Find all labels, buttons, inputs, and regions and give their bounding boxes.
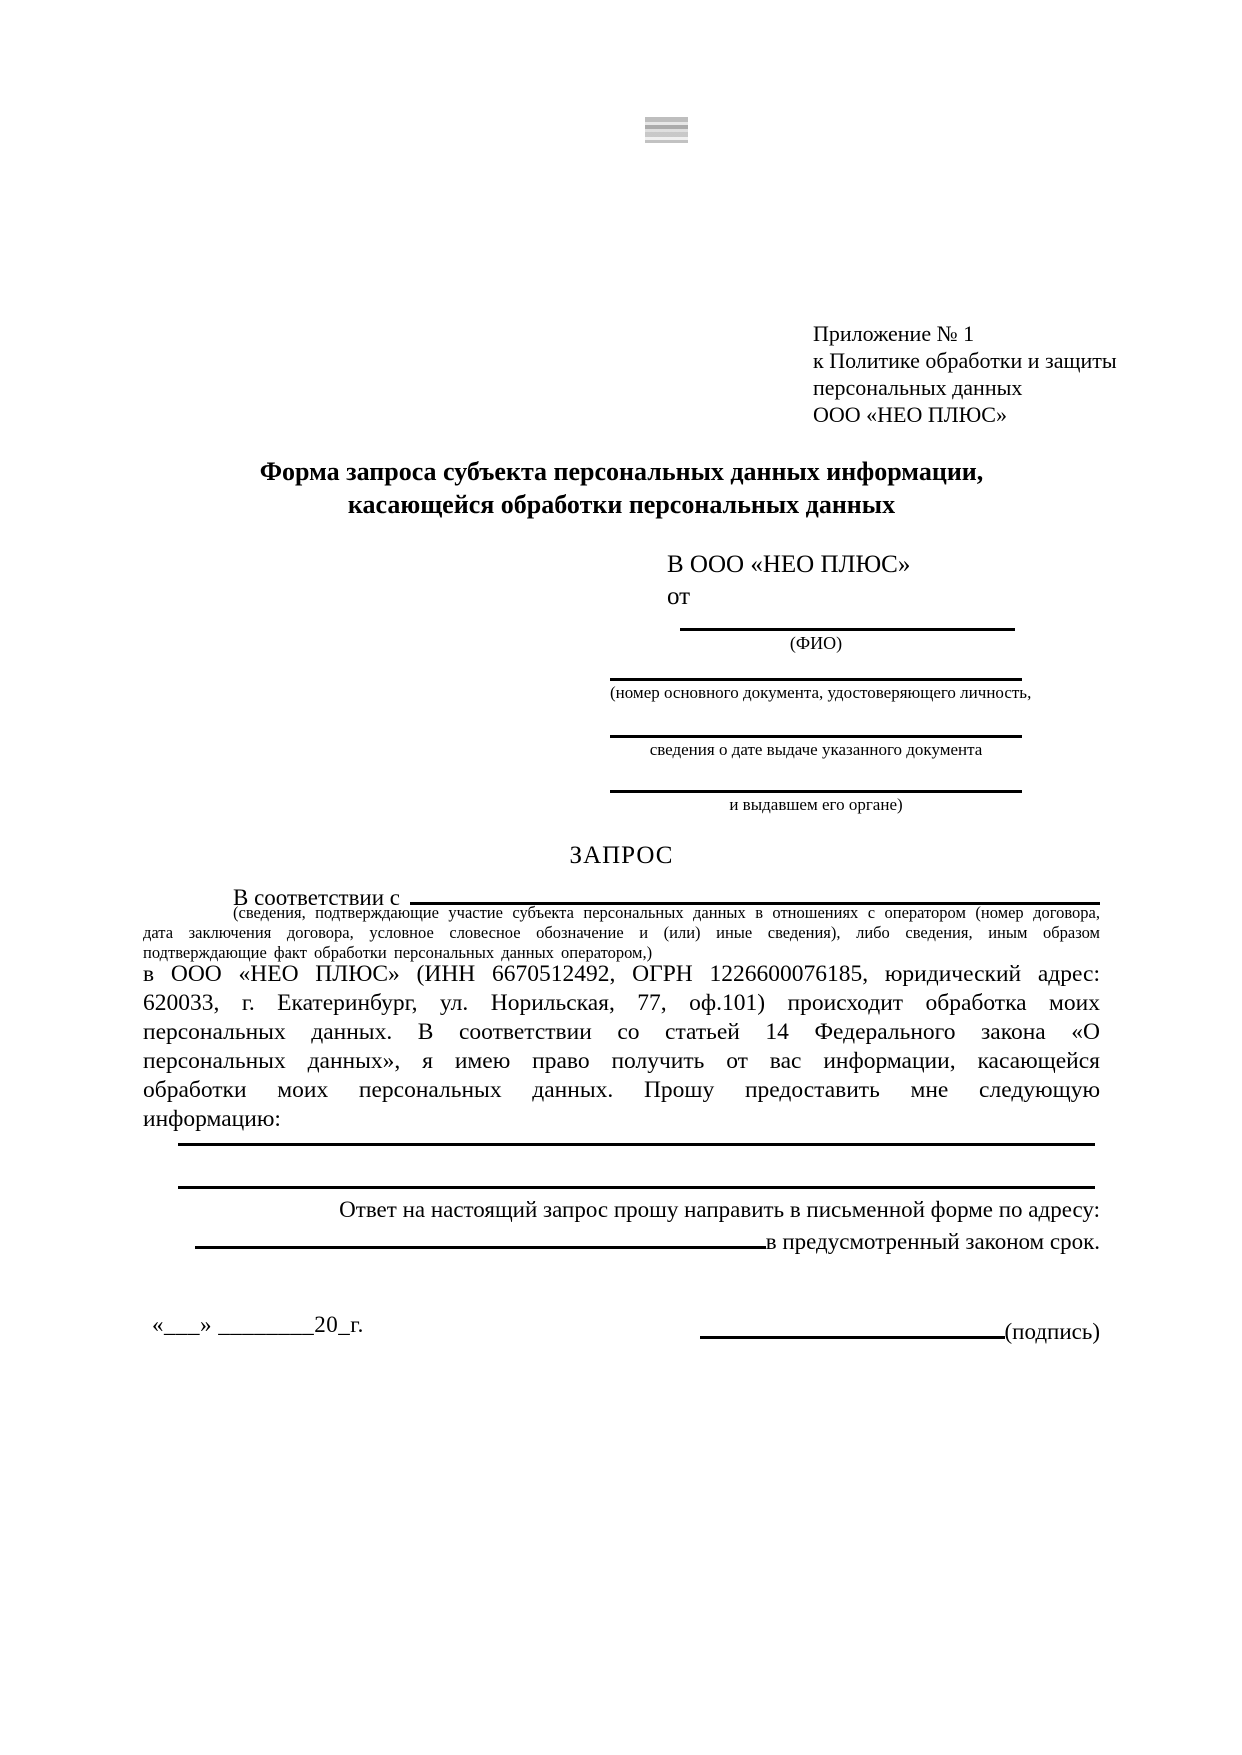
- embedded-thumbnail-image: [645, 117, 688, 143]
- document-number-blank-line: [610, 654, 1022, 681]
- address-blank-line: [195, 1222, 766, 1249]
- answer-tail-row: [195, 1222, 1100, 1256]
- document-title: [143, 455, 1100, 521]
- signature-group: [700, 1310, 1100, 1347]
- fio-blank-line: [680, 612, 1015, 631]
- appendix-line: к Политике обработки и защиты: [813, 348, 1117, 373]
- signature-caption: (подпись): [1004, 1319, 1100, 1344]
- appendix-line: персональных данных: [813, 375, 1023, 400]
- request-body-paragraph: в ООО «НЕО ПЛЮС» (ИНН 6670512492, ОГРН 1226600076185, юридический адрес: 620033, г. Екатеринбург, ул. Норильская, 77, оф.101) происходит обработка моих персональных данных. В соответствии со статьей 14 Федерального закона «О персональных данных», я имею право получить от вас информации, касающейся обработки моих персональных данных. Прошу предоставить мне следующую информацию:: [143, 961, 1100, 1132]
- signature-row: [152, 1310, 1100, 1344]
- requested-info-blank-line-1: [178, 1113, 1095, 1146]
- title-line-1: Форма запроса субъекта персональных данных информации,: [259, 457, 984, 486]
- document-number-caption: (номер основного документа, удостоверяющего личность,: [610, 683, 1032, 702]
- issuing-authority-blank-line: [610, 761, 1022, 793]
- requested-info-blank-line-2: [178, 1156, 1095, 1189]
- appendix-line: ООО «НЕО ПЛЮС»: [813, 402, 1007, 427]
- issuing-authority-caption: и выдавшем его органе): [729, 795, 903, 814]
- answer-tail-text: в предусмотренный законом срок.: [765, 1229, 1100, 1254]
- appendix-line: Приложение № 1: [813, 321, 975, 346]
- title-line-2: касающейся обработки персональных данных: [347, 490, 896, 519]
- issue-date-caption: сведения о дате выдаче указанного документа: [649, 740, 983, 759]
- addressee-from-label: от: [667, 583, 691, 610]
- intro-text: В соответствии с: [233, 885, 401, 910]
- addressee-block: [610, 550, 1032, 816]
- answer-address-text: Ответ на настоящий запрос прошу направить в письменной форме по адресу:: [339, 1197, 1100, 1222]
- addressee-to: В ООО «НЕО ПЛЮС»: [667, 551, 911, 578]
- fio-caption: (ФИО): [789, 633, 843, 653]
- issue-date-blank-line: [610, 704, 1022, 738]
- signature-blank-line: [700, 1310, 1005, 1339]
- basis-blank-line: [410, 878, 1100, 905]
- request-heading: ЗАПРОС: [569, 842, 674, 869]
- explanatory-note: (сведения, подтверждающие участие субъекта персональных данных в отношениях с оператором (номер договора, дата заключения договора, условное словесное обозначение и (или) иные сведения), либо сведения, иным образом подтверждающие факт обработки персональных данных оператором,): [143, 903, 1100, 962]
- date-fill-in: «___» ________20_г.: [152, 1312, 364, 1337]
- appendix-block: [813, 320, 1117, 428]
